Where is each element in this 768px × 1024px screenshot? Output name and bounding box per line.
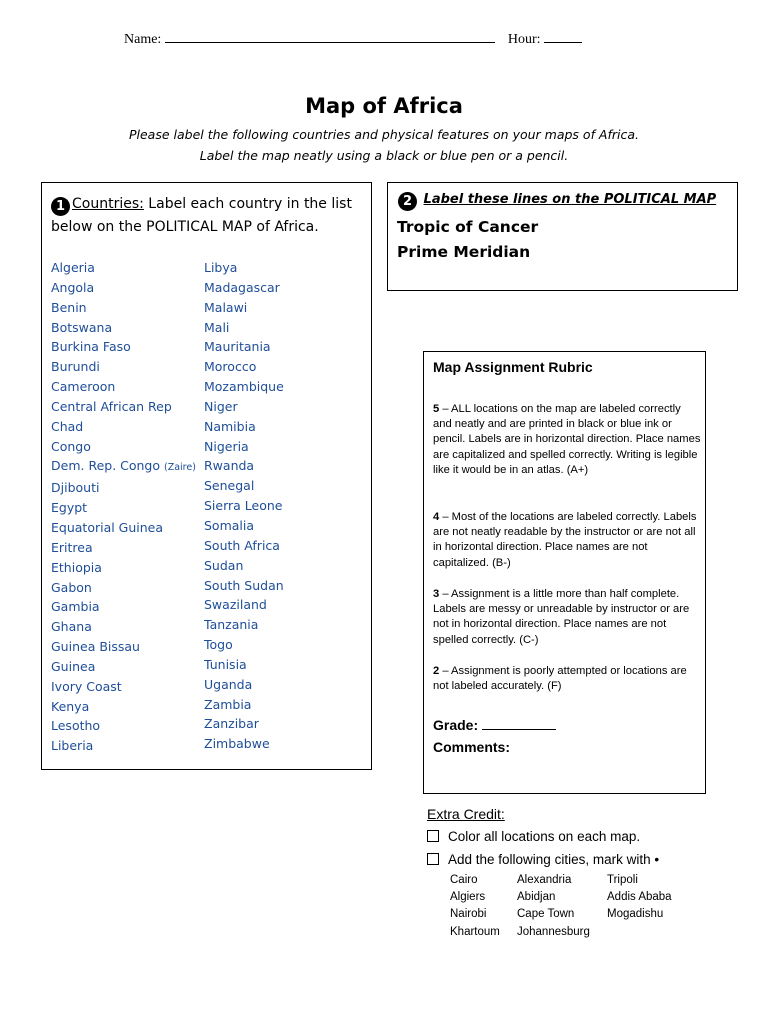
city-item xyxy=(607,889,672,906)
country-item xyxy=(204,615,284,635)
country-item xyxy=(51,318,196,338)
country-item xyxy=(51,357,196,377)
city-column-2 xyxy=(517,872,590,941)
rubric-score: 4 xyxy=(433,511,440,523)
country-item-label: Uganda xyxy=(204,676,253,692)
country-item xyxy=(51,456,196,478)
hour-blank[interactable] xyxy=(544,42,582,43)
name-blank[interactable] xyxy=(165,42,495,43)
country-item-label: Mauritania xyxy=(204,339,271,355)
country-item xyxy=(51,716,196,736)
country-item-label: Mozambique xyxy=(204,379,284,395)
city-item xyxy=(450,889,500,906)
instruction-line-2: Label the map neatly using a black or blue pen or a pencil. xyxy=(199,148,569,163)
country-item xyxy=(204,635,284,655)
checkbox-icon[interactable] xyxy=(427,853,439,865)
country-item-label: Tanzania xyxy=(204,617,259,633)
city-item-label: Nairobi xyxy=(450,908,487,921)
country-item xyxy=(51,736,196,756)
country-item-label: Morocco xyxy=(204,359,257,375)
country-item xyxy=(51,538,196,558)
country-item xyxy=(204,714,284,734)
country-item xyxy=(51,498,196,518)
rubric-item-4 xyxy=(433,510,701,571)
country-item xyxy=(51,657,196,677)
country-item-label: Mali xyxy=(204,319,230,335)
city-item-label: Addis Ababa xyxy=(607,891,672,904)
country-item xyxy=(51,397,196,417)
country-item xyxy=(51,337,196,357)
country-item-label: Cameroon xyxy=(51,379,116,395)
country-item xyxy=(204,675,284,695)
city-item-label: Tripoli xyxy=(607,874,638,886)
country-item xyxy=(204,437,284,457)
country-item xyxy=(204,377,284,397)
country-item-label: Nigeria xyxy=(204,438,249,454)
country-item-label: Algeria xyxy=(51,260,95,275)
extra-credit-title: Extra Credit: xyxy=(427,806,505,822)
country-item xyxy=(51,518,196,538)
name-hour-line xyxy=(124,32,582,48)
lines-heading xyxy=(398,192,716,211)
country-item xyxy=(51,278,196,298)
country-item-label: Niger xyxy=(204,398,238,414)
country-item-label: Sudan xyxy=(204,557,244,573)
country-item-label: Ghana xyxy=(51,619,92,635)
country-item xyxy=(204,536,284,556)
city-item-label: Mogadishu xyxy=(607,908,664,921)
countries-heading-label: Countries: xyxy=(72,196,144,212)
country-item-label: Equatorial Guinea xyxy=(51,519,164,535)
grade-blank[interactable] xyxy=(482,729,556,730)
city-item-label: Algiers xyxy=(450,891,486,904)
country-item-label: Togo xyxy=(204,637,233,653)
city-item xyxy=(517,889,590,906)
country-item xyxy=(51,377,196,397)
country-item-label: Zanzibar xyxy=(204,716,259,732)
country-item xyxy=(51,677,196,697)
city-column-3 xyxy=(607,872,672,924)
city-item-label: Alexandria xyxy=(517,874,572,886)
country-item-label: Sierra Leone xyxy=(204,498,283,514)
country-item-label: Angola xyxy=(51,279,95,295)
country-item-label: Guinea xyxy=(51,658,96,674)
country-item xyxy=(51,617,196,637)
country-item xyxy=(204,476,284,496)
country-item-label: Djibouti xyxy=(51,480,100,496)
country-column-2 xyxy=(204,258,284,754)
rubric-text: – Assignment is a little more than half complete. Labels are messy or unreadable by instructor or are not in horizontal direction. Place names are not spelled correctly. (C-) xyxy=(433,588,690,646)
country-item-label: Namibia xyxy=(204,418,256,434)
city-item xyxy=(517,872,590,889)
country-item xyxy=(51,258,196,278)
country-item-label: Libya xyxy=(204,260,238,275)
zaire-note: (Zaire) xyxy=(164,462,196,474)
country-item xyxy=(204,298,284,318)
city-item xyxy=(607,906,672,923)
rubric-text: – ALL locations on the map are labeled correctly and neatly and are printed in black or blue ink or pencil. Labels are in horizontal direction. Place names are capitalized and spelled correctly. Writing is legible like it would be in an atlas. (A+) xyxy=(433,403,701,476)
city-item xyxy=(607,872,672,889)
line-item-tropic-of-cancer: Tropic of Cancer xyxy=(397,218,539,236)
country-item-label: Liberia xyxy=(51,738,94,754)
city-item-label: Johannesburg xyxy=(517,925,590,938)
country-item-label: Benin xyxy=(51,299,87,315)
country-item xyxy=(51,697,196,717)
line-item-prime-meridian: Prime Meridian xyxy=(397,243,531,261)
instruction-line-1: Please label the following countries and physical features on your maps of Africa. xyxy=(128,127,640,142)
page-title: Map of Africa xyxy=(305,94,463,118)
city-item-label: Abidjan xyxy=(517,891,556,904)
country-item-label: Gabon xyxy=(51,579,92,595)
comments-label: Comments: xyxy=(433,739,511,755)
country-item xyxy=(51,578,196,598)
country-item xyxy=(51,558,196,578)
country-item-label: Central African Rep xyxy=(51,398,172,414)
grade-field xyxy=(433,717,556,733)
city-item xyxy=(517,924,590,941)
country-item xyxy=(204,456,284,476)
country-item-label: Burkina Faso xyxy=(51,339,131,355)
country-item xyxy=(204,695,284,715)
country-item xyxy=(204,318,284,338)
extra-credit-item-cities xyxy=(427,852,659,867)
city-item xyxy=(450,872,500,889)
country-item-label: Madagascar xyxy=(204,279,280,295)
country-item xyxy=(204,337,284,357)
country-item xyxy=(204,516,284,536)
country-item xyxy=(204,556,284,576)
countries-heading-text: Label each country in the list below on the POLITICAL MAP of Africa. xyxy=(51,196,352,235)
country-item-label: Lesotho xyxy=(51,718,101,734)
hour-label: Hour: xyxy=(507,32,541,47)
city-item xyxy=(450,906,500,923)
country-item xyxy=(51,478,196,498)
country-item xyxy=(204,655,284,675)
country-item-label: Burundi xyxy=(51,359,100,375)
country-item-label: Chad xyxy=(51,418,84,434)
country-item xyxy=(51,637,196,657)
city-item-label: Khartoum xyxy=(450,925,500,938)
extra-credit-text: Add the following cities, mark with • xyxy=(448,852,660,867)
country-column-1 xyxy=(51,258,196,756)
country-item-label: Dem. Rep. Congo xyxy=(51,458,161,474)
rubric-score: 5 xyxy=(433,403,440,415)
country-item-label: Tunisia xyxy=(204,656,247,672)
country-item-label: South Africa xyxy=(204,537,280,553)
country-item-label: Swaziland xyxy=(204,597,267,613)
country-item xyxy=(204,576,284,596)
country-item-label: Kenya xyxy=(51,698,90,714)
checkbox-icon[interactable] xyxy=(427,830,439,842)
country-item xyxy=(204,734,284,754)
country-item-label: Gambia xyxy=(51,599,100,615)
number-2-icon: 2 xyxy=(398,192,417,211)
rubric-item-3 xyxy=(433,587,701,648)
country-item-label: Zambia xyxy=(204,696,252,712)
country-item-label: Zimbabwe xyxy=(204,736,270,752)
country-item xyxy=(204,417,284,437)
country-item xyxy=(204,595,284,615)
country-item-label: Rwanda xyxy=(204,458,255,474)
rubric-text: – Assignment is poorly attempted or locations are not labeled accurately. (F) xyxy=(433,665,687,693)
country-item-label: Botswana xyxy=(51,319,113,335)
city-item xyxy=(517,906,590,923)
country-item xyxy=(51,597,196,617)
city-item xyxy=(450,924,500,941)
country-item-label: Ethiopia xyxy=(51,559,102,575)
country-item xyxy=(51,437,196,457)
rubric-score: 2 xyxy=(433,665,440,677)
country-item-label: Senegal xyxy=(204,478,255,494)
city-column-1 xyxy=(450,872,500,941)
country-item-label: Somalia xyxy=(204,517,255,533)
rubric-text: – Most of the locations are labeled correctly. Labels are not neatly readable by the instructor or are not all in horizontal direction. Place names are not capitalized. (B-) xyxy=(433,511,697,569)
rubric-title: Map Assignment Rubric xyxy=(433,359,593,375)
rubric-item-2 xyxy=(433,664,701,694)
country-item xyxy=(51,298,196,318)
countries-heading xyxy=(51,193,367,238)
city-item-label: Cairo xyxy=(450,874,478,886)
country-item xyxy=(204,278,284,298)
country-item xyxy=(204,357,284,377)
country-item-label: Eritrea xyxy=(51,539,93,555)
country-item xyxy=(204,496,284,516)
country-item xyxy=(204,258,284,278)
rubric-item-5 xyxy=(433,402,701,478)
grade-label: Grade: xyxy=(433,717,479,733)
extra-credit-item-color xyxy=(427,829,640,844)
country-item-label: Malawi xyxy=(204,299,248,315)
rubric-score: 3 xyxy=(433,588,440,600)
country-item xyxy=(204,397,284,417)
country-item-label: Egypt xyxy=(51,500,88,516)
country-item-label: Congo xyxy=(51,438,91,454)
country-item-label: Guinea Bissau xyxy=(51,639,140,655)
country-item-label: Ivory Coast xyxy=(51,678,122,694)
extra-credit-text: Color all locations on each map. xyxy=(448,829,641,844)
name-label: Name: xyxy=(124,32,162,47)
country-item xyxy=(51,417,196,437)
country-item-label: South Sudan xyxy=(204,577,284,593)
city-item-label: Cape Town xyxy=(517,908,575,921)
number-1-icon: 1 xyxy=(51,197,70,216)
lines-heading-text: Label these lines on the POLITICAL MAP xyxy=(423,192,717,207)
